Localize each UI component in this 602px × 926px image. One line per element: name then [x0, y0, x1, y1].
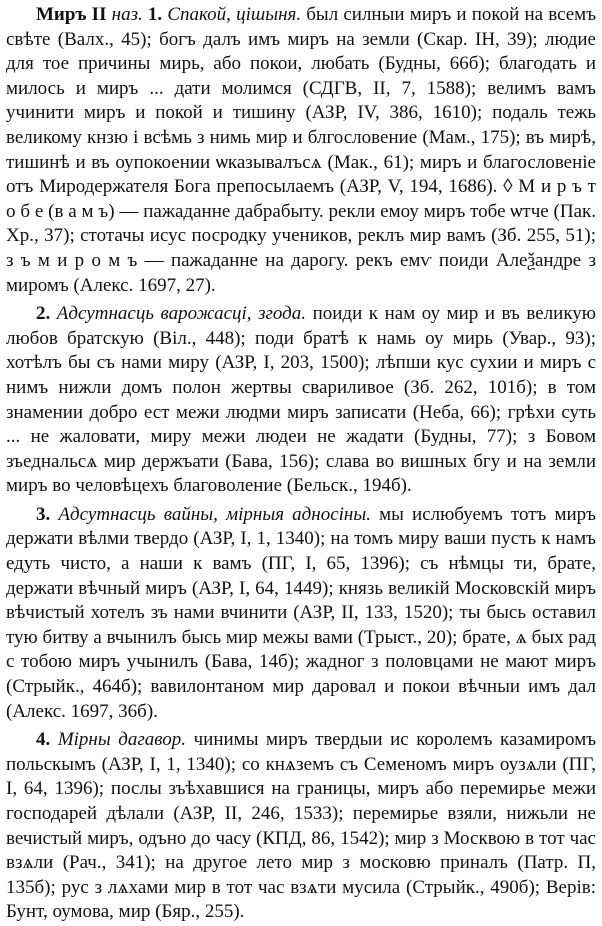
- sense-number: 4.: [36, 729, 51, 751]
- sense-gloss: Спакой, цішыня.: [167, 4, 302, 25]
- sense-citations: чинимы миръ твердыи ис королемъ казамиромъ польскымъ (АЗР, I, 1, 1340); со кнѧземъ съ Семеномъ миръ оузѧли (ПГ, I, 64, 1396); послы зъѣхавшися на границы, миръ або перемирье межи господарей дѣлали (АЗР, II, 246, 1533); перемирье взяли, нижьли не вечистый миръ, одъно до часу (КПД, 86, 1542); мир з Москвою в тот час взѧли (Рач., 341); на другое лето мир з московю приналъ (Патр. П, 135б); рус з лѧхами мир в тот час взѧти мусила (Стрыйк., 490б); Верів: Бунт, оумова, мир (Бяр., 255).: [6, 729, 597, 923]
- sense-citations: поиди к нам оу мир и въ великую любов братскую (Віл., 448); поди братѣ к намь оу мирь (Увар., 93); хотѣлъ бы съ нами миру (АЗР, I, 203, 1500); лѣпши кус сухии и миръ с нимъ нижли домъ полон жертвы свариливое (Зб. 262, 101б); в том знамении добро ест межи людми миръ записати (Неба, 66); грѣхи суть ... не жаловати, миру межи людеи не жадати (Будны, 77); з Бовом зъеднальсѧ мир держъати (Бава, 156); слава во вишных бгу и на земли миръ во человѣцехъ благоволение (Бельск., 194б).: [6, 303, 596, 497]
- sense-citations: был силныи миръ и покой на всемъ свѣте (Валх., 45); богъ далъ имъ миръ на земли (Скар. IН, 39); людие для тое причины мирь, або покои, любать (Будны, 66б); благодать и милось и миръ ... дати молимся (СДГВ, II, 7, 1588); велимъ вамъ учинити миръ и покой и тишину (АЗР, IV, 386, 1610); подаль тежь великому кнзю і всѣмь з нимь мир и блгословение (Мам., 175); въ мирѣ, тишинѣ и въ оупокоении ѡказывалъсѧ (Мак., 61); миръ и благословеніе отъ Миродержателя Бога препосылаемъ (АЗР, V, 194, 1686). ◊ М и р ъ т о б е (в а м ъ) — пажаданне дабрабыту. рекли емоу миръ тобе ѡтче (Пак. Хр., 37); стотачы исус посродку ученикoв, реклъ мир вамъ (Зб. 255, 51); з ъ м и р о м ъ — пажаданне на дарогу. рекъ емѵ поиди Алеѯандре з миромъ (Алекс. 1697, 27).: [6, 4, 597, 296]
- part-of-speech: наз.: [111, 4, 143, 25]
- sense-number: 2.: [36, 303, 51, 325]
- sense-4: [6, 728, 596, 925]
- headword: Миръ II: [36, 4, 107, 25]
- sense-number: 3.: [36, 503, 51, 525]
- sense-number: 1.: [147, 4, 163, 25]
- sense-gloss: Мірны дагавор.: [57, 729, 187, 751]
- sense-citations: мы ислюбуемъ тотъ миръ держати вѣлми твердо (АЗР, I, 1, 1340); на томъ миру ваши пусть к намъ едуть чисто, а наши к вамъ (ПГ, I, 65, 1396); съ нѣмцы ти, брате, держати вѣчный миръ (АЗР, I, 64, 1449); князь великій Московскій миръ вѣчистый хотелъ зъ нами вчинити (АЗР, II, 133, 1520); ты бысь оставил тую битву а вчынилъ бысь мир межы вами (Трыст., 20); брате, ѧ бых рад с тобою миръ учынилъ (Бава, 14б); жадног з половцами не мают миръ (Стрыйк., 464б); вавилонтаном мир даровал и покои вѣчныи имъ дал (Алекс. 1697, 36б).: [6, 503, 596, 722]
- sense-3: [6, 503, 596, 724]
- sense-gloss: Адсутнасць варожасці, згода.: [56, 303, 307, 325]
- sense-2: [6, 302, 596, 499]
- sense-1: [6, 3, 596, 298]
- sense-gloss: Адсутнасць вайны, мірныя адносіны.: [58, 503, 371, 525]
